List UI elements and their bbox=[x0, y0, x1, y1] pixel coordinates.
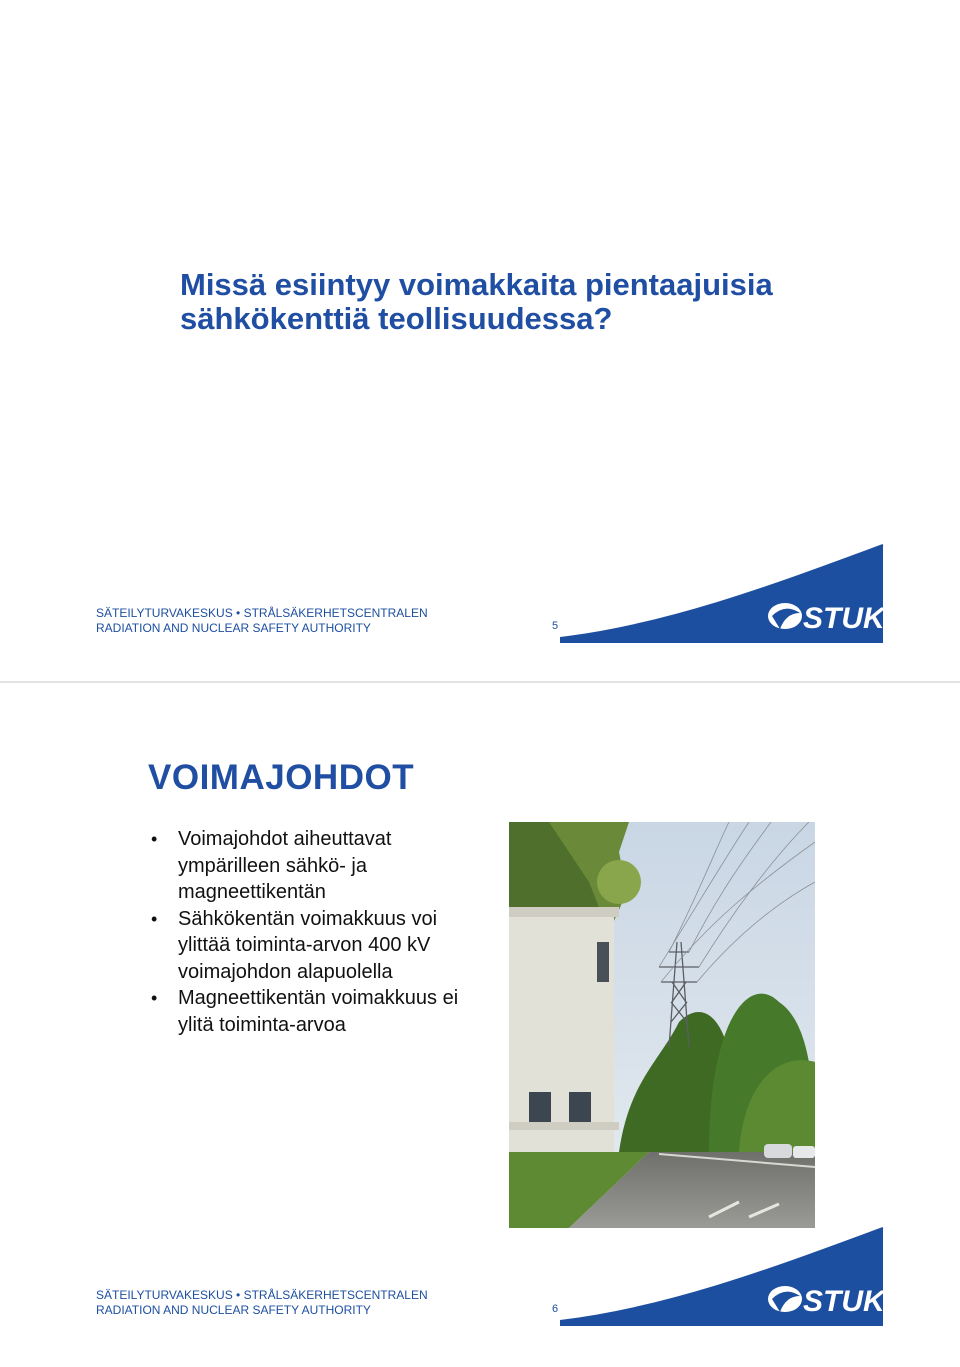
bullet-item bbox=[148, 826, 478, 906]
page-number: 5 bbox=[552, 620, 559, 632]
bullet-text: Magneettikentän voimakkuus ei ylitä toiminta-arvoa bbox=[178, 987, 459, 1036]
footer-line-1: SÄTEILYTURVAKESKUS • STRÅLSÄKERHETSCENTRALEN bbox=[96, 1288, 428, 1302]
page-number: 6 bbox=[552, 1303, 559, 1315]
slide-title bbox=[180, 268, 880, 336]
slide-heading: VOIMAJOHDOT bbox=[148, 758, 415, 797]
footer-organization bbox=[96, 1288, 428, 1318]
slide-divider bbox=[0, 681, 960, 683]
bullet-list bbox=[148, 826, 478, 1038]
bullet-item bbox=[148, 985, 478, 1038]
logo-text: STUK bbox=[803, 602, 885, 635]
footer-line-2: RADIATION AND NUCLEAR SAFETY AUTHORITY bbox=[96, 1303, 371, 1317]
title-line-1: Missä esiintyy voimakkaita pientaajuisia bbox=[180, 267, 773, 302]
bullet-icon: • bbox=[151, 829, 158, 849]
bullet-text: Voimajohdot aiheuttavat ympärilleen sähkö- ja magneettikentän bbox=[178, 828, 392, 903]
footer-line-1: SÄTEILYTURVAKESKUS • STRÅLSÄKERHETSCENTRALEN bbox=[96, 606, 428, 620]
bullet-item bbox=[148, 906, 478, 986]
power-line-street-photo bbox=[509, 822, 815, 1228]
slide-5 bbox=[0, 0, 960, 680]
title-line-2: sähkökenttiä teollisuudessa? bbox=[180, 301, 613, 336]
logo-text: STUK bbox=[803, 1285, 885, 1318]
bullet-icon: • bbox=[151, 988, 158, 1008]
bullet-icon: • bbox=[151, 908, 158, 929]
stuk-logo bbox=[560, 543, 885, 645]
footer-line-2: RADIATION AND NUCLEAR SAFETY AUTHORITY bbox=[96, 621, 371, 635]
footer-organization bbox=[96, 606, 428, 636]
bullet-text: Sähkökentän voimakkuus voi ylittää toiminta-arvon 400 kV voimajohdon alapuolella bbox=[178, 907, 438, 983]
stuk-logo bbox=[560, 1226, 885, 1328]
